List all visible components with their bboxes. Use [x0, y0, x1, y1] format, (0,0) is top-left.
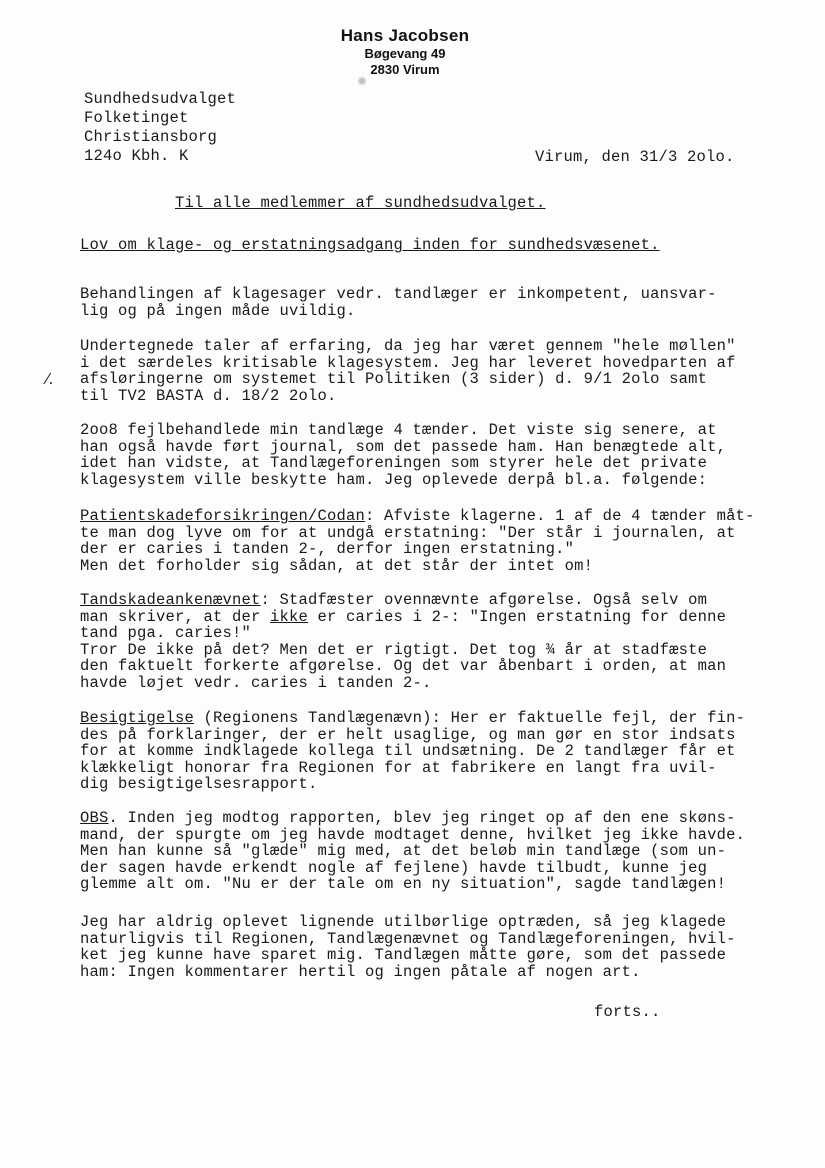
paragraph-6 — [80, 710, 790, 793]
margin-mark: ⁄. — [46, 370, 54, 388]
paragraph-3: 2oo8 fejlbehandlede min tandlæge 4 tænder. Det viste sig senere, at han også havde ført journal, som det passede ham. Han benægtede alt, idet han vidste, at Tandlægeforeningen som styrer hele det private klagesystem ville beskytte ham. Jeg oplevede derpå bl.a. følgende: — [80, 421, 727, 489]
letter-subject: Lov om klage- og erstatningsadgang inden for sundhedsvæsenet. — [80, 236, 660, 254]
sender-city: 2830 Virum — [370, 62, 440, 77]
paragraph-6-text: (Regionens Tandlægenævn): Her er faktuelle fejl, der fin- des på forklaringer, der er helt usaglige, og man gør en stor indsats for at komme indklagede kollega til undsætning. De 2 tandlæger får et klækkeligt honorar fra Regionen for at fabrikere en langt fra uvil- dig besigtigelsesrapport. — [80, 709, 746, 793]
recipient-line-2: Folketinget — [84, 109, 189, 127]
paragraph-7-text: . Inden jeg modtog rapporten, blev jeg ringet op af den ene skøns- mand, der spurgte om jeg havde modtaget denne, hvilket jeg ikke havde. Men han kunne så "glæde" mig med, at det beløb min tandlæge (som un- der sagen havde erkendt nogle af fejlene) havde tilbudt, kunne jeg glemme alt om. "Nu er der tale om en ny situation", sagde tandlægen! — [80, 809, 746, 893]
letter-heading: Til alle medlemmer af sundhedsudvalget. — [175, 194, 546, 212]
recipient-line-3: Christiansborg — [84, 128, 218, 146]
paragraph-4 — [80, 508, 790, 574]
paper-speck — [357, 76, 367, 86]
paragraph-5-emphasis: ikke — [270, 607, 309, 626]
paragraph-8: Jeg har aldrig oplevet lignende utilbørlige optræden, så jeg klagede naturligvis til Regionen, Tandlægenævnet og Tandlægeforeningen, hvil- ket jeg kunne have sparet mig. Tandlægen måtte gøre, som det passede ham: Ingen kommentarer hertil og ingen påtale af nogen art. — [80, 913, 736, 981]
date-line: Virum, den 31/3 2olo. — [535, 148, 735, 166]
paragraph-7 — [80, 810, 790, 893]
continuation-note: forts.. — [594, 1003, 661, 1021]
recipient-address — [84, 90, 236, 166]
paragraph-5 — [80, 592, 790, 691]
recipient-line-1: Sundhedsudvalget — [84, 90, 237, 108]
paragraph-1: Behandlingen af klagesager vedr. tandlæger er inkompetent, uansvar- lig og på ingen måde uvildig. — [80, 285, 717, 320]
paragraph-6-label: Besigtigelse — [80, 709, 195, 727]
paragraph-7-label: OBS — [80, 809, 109, 827]
paragraph-4-label: Patientskadeforsikringen/Codan — [80, 507, 366, 525]
recipient-line-4: 124o Kbh. K — [84, 147, 189, 165]
sender-name: Hans Jacobsen — [340, 26, 470, 45]
paragraph-5-text-b: er caries i 2-: "Ingen erstatning for denne tand pga. caries!" Tror De ikke på det? Men det er rigtigt. Det tog ¾ år at stadfæste den faktuelt forkerte afgørelse. Og det var åbenbart i orden, at man havde løjet vedr. caries i tanden 2-. — [80, 607, 727, 692]
paragraph-4-text: : Afviste klagerne. 1 af de 4 tænder måt- te man dog lyve om for at undgå erstatning: "Der står i journalen, at der er caries i tanden 2-, derfor ingen erstatning." Men det forholder sig sådan, at det står der intet om! — [80, 507, 755, 575]
sender-letterhead — [320, 26, 490, 78]
paragraph-5-label: Tandskadeankenævnet — [80, 591, 261, 609]
paragraph-5-text-a: : Stadfæster ovennævnte afgørelse. Også selv om man skriver, at der — [80, 591, 708, 626]
paragraph-2: Undertegnede taler af erfaring, da jeg har været gennem "hele møllen" i det særdeles kritisable klagesystem. Jeg har leveret hovedparten af afsløringerne om systemet til Politiken (3 sider) d. 9/1 2olo samt til TV2 BASTA d. 18/2 2olo. — [80, 337, 736, 405]
sender-street: Bøgevang 49 — [364, 46, 446, 61]
